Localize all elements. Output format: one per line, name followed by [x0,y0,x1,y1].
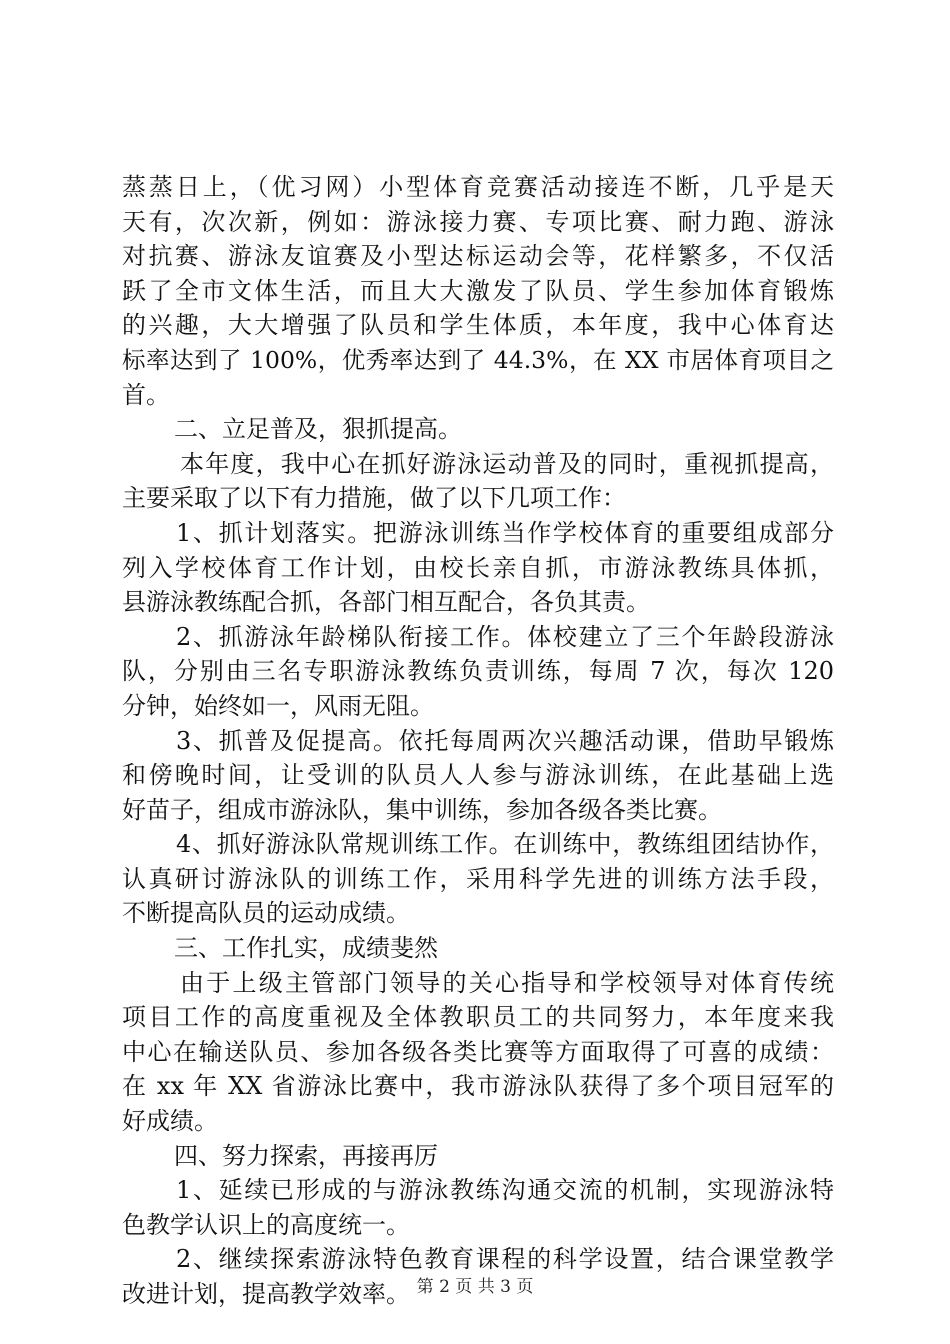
text-line: 好苗子，组成市游泳队，集中训练，参加各级各类比赛。 [122,795,722,824]
text-line: 列入学校体育工作计划，由校长亲自抓，市游泳教练具体抓， [122,553,834,582]
text-line: 本年度，我中心在抓好游泳运动普及的同时，重视抓提高， [180,449,834,478]
text-line: 在 xx 年 XX 省游泳比赛中，我市游泳队获得了多个项目冠军的 [122,1072,834,1101]
text-line: 标率达到了 100%，优秀率达到了 44.3%，在 XX 市居体育项目之 [122,345,834,374]
page-footer: 第 2 页 共 3 页 [416,1277,534,1297]
text-line: 中心在输送队员、参加各级各类比赛等方面取得了可喜的成绩： [122,1037,834,1066]
text-line: 1、延续已形成的与游泳教练沟通交流的机制，实现游泳特 [176,1176,834,1205]
text-line: 改进计划，提高教学效率。 [122,1280,410,1308]
text-line: 1、抓计划落实。把游泳训练当作学校体育的重要组成部分 [176,518,834,547]
text-line: 三、工作扎实，成绩斐然 [174,934,438,963]
text-line: 主要采取了以下有力措施，做了以下几项工作： [122,484,626,513]
text-line: 好成绩。 [122,1107,218,1136]
text-line: 3、抓普及促提高。依托每周两次兴趣活动课，借助早锻炼 [176,726,834,755]
document-body [122,170,834,1312]
text-line: 四、努力探索，再接再厉 [174,1141,438,1170]
text-line: 认真研讨游泳队的训练工作，采用科学先进的训练方法手段， [122,864,834,893]
text-line: 2、继续探索游泳特色教育课程的科学设置，结合课堂教学 [176,1245,834,1274]
text-line: 项目工作的高度重视及全体教职员工的共同努力，本年度来我 [122,1003,834,1032]
text-line: 首。 [122,380,170,409]
text-line: 跃了全市文体生活，而且大大激发了队员、学生参加体育锻炼 [122,276,834,305]
text-line: 4、抓好游泳队常规训练工作。在训练中，教练组团结协作， [176,830,834,859]
text-line: 不断提高队员的运动成绩。 [122,899,410,928]
text-line: 和傍晚时间，让受训的队员人人参与游泳训练，在此基础上选 [122,761,834,790]
text-line: 队，分别由三名专职游泳教练负责训练，每周 7 次，每次 120 [122,657,834,686]
text-line: 蒸蒸日上，（优习网）小型体育竞赛活动接连不断，几乎是天 [122,173,834,201]
text-line: 对抗赛、游泳友谊赛及小型达标运动会等，花样繁多，不仅活 [122,242,834,271]
text-line: 2、抓游泳年龄梯队衔接工作。体校建立了三个年龄段游泳 [176,622,834,651]
text-line: 天有，次次新，例如：游泳接力赛、专项比赛、耐力跑、游泳 [122,207,834,236]
text-line: 的兴趣，大大增强了队员和学生体质，本年度，我中心体育达 [122,311,834,340]
text-line: 县游泳教练配合抓，各部门相互配合，各负其责。 [122,588,650,617]
text-line: 分钟，始终如一，风雨无阻。 [122,691,434,720]
text-line: 二、立足普及，狠抓提高。 [174,415,462,444]
text-line: 色教学认识上的高度统一。 [122,1210,410,1239]
text-line: 由于上级主管部门领导的关心指导和学校领导对体育传统 [180,968,834,997]
